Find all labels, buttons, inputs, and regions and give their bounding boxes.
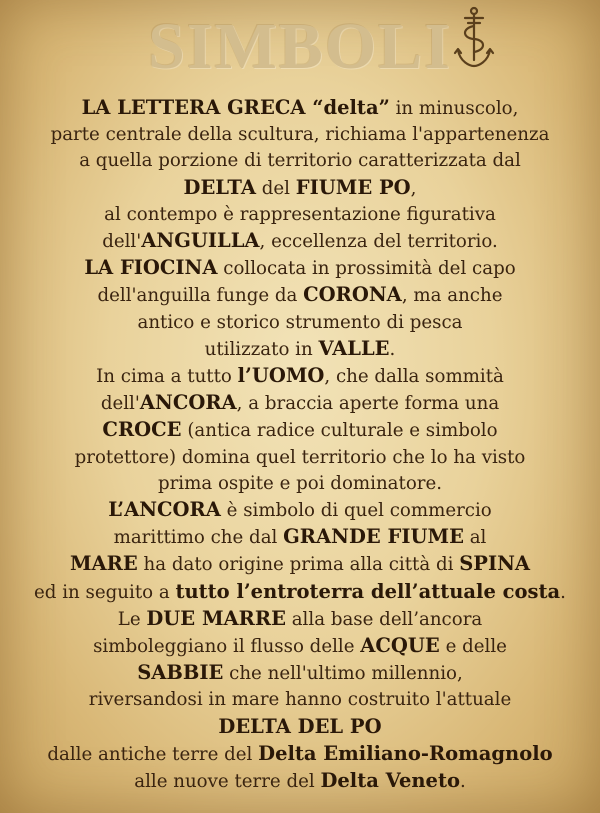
text-line xyxy=(0,633,600,660)
text-segment: a quella porzione di territorio caratterizzata dal xyxy=(79,150,521,172)
text-segment: alle nuove terre del xyxy=(134,771,321,793)
text-line xyxy=(0,551,600,578)
text-segment: ed in seguito a xyxy=(34,581,176,603)
anchor-cross-icon xyxy=(450,6,498,72)
text-segment: dell' xyxy=(100,393,140,415)
text-line xyxy=(0,336,600,363)
text-segment: marittimo che dal xyxy=(113,527,284,549)
text-segment: è simbolo di quel commercio xyxy=(220,500,492,522)
highlighted-term: ACQUE xyxy=(360,634,440,658)
highlighted-term: ANCORA xyxy=(139,391,237,415)
text-line xyxy=(0,660,600,687)
text-line xyxy=(0,390,600,417)
text-line xyxy=(0,524,600,551)
text-line xyxy=(0,606,600,633)
highlighted-term: SPINA xyxy=(459,552,531,576)
text-line xyxy=(0,310,600,336)
text-segment: in minuscolo, xyxy=(389,98,519,119)
text-line xyxy=(0,471,600,497)
highlighted-term: CROCE xyxy=(102,418,182,442)
highlighted-term: MARE xyxy=(69,552,138,576)
text-line xyxy=(0,363,600,390)
highlighted-term: DUE MARRE xyxy=(146,606,286,630)
highlighted-term: LA FIOCINA xyxy=(84,256,218,280)
text-line xyxy=(0,497,600,524)
text-segment: , che dalla sommità xyxy=(324,366,504,388)
highlighted-term: Delta Emiliano-Romagnolo xyxy=(258,741,553,765)
highlighted-term: VALLE xyxy=(318,336,390,360)
text-line xyxy=(0,768,600,795)
text-segment: dalle antiche terre del xyxy=(47,743,259,765)
text-segment: , ma anche xyxy=(401,285,503,307)
highlighted-term: Delta Veneto xyxy=(320,769,460,793)
text-segment: del xyxy=(256,177,296,199)
text-line xyxy=(0,202,600,228)
text-line xyxy=(0,417,600,444)
text-line xyxy=(0,282,600,309)
highlighted-term: ANGUILLA xyxy=(141,229,260,253)
text-segment: protettore) domina quel territorio che lo ha visto xyxy=(74,446,526,468)
text-segment: In cima a tutto xyxy=(96,366,238,388)
text-segment: dell' xyxy=(102,231,142,253)
text-segment: Le xyxy=(117,608,147,630)
text-segment: parte centrale della scultura, richiama l'appartenenza xyxy=(50,124,550,146)
text-segment: , a braccia aperte forma una xyxy=(236,393,500,415)
highlighted-term: LA LETTERA GRECA “delta” xyxy=(81,96,390,119)
text-segment: al xyxy=(463,527,487,549)
text-line xyxy=(0,122,600,148)
text-line xyxy=(0,228,600,255)
text-segment: al contempo è rappresentazione figurativa xyxy=(104,203,496,225)
text-line xyxy=(0,714,600,741)
highlighted-term: FIUME PO xyxy=(295,175,411,199)
text-segment: dell'anguilla funge da xyxy=(97,285,304,307)
text-line xyxy=(0,148,600,174)
text-segment: che nell'ultimo millennio, xyxy=(223,663,463,685)
text-segment: . xyxy=(459,771,466,793)
text-segment: prima ospite e poi dominatore. xyxy=(157,472,443,494)
highlighted-term: DELTA xyxy=(183,175,256,199)
text-segment: collocata in prossimità del capo xyxy=(217,258,516,280)
text-segment: , eccellenza del territorio. xyxy=(259,231,498,253)
highlighted-term: CORONA xyxy=(303,283,402,307)
text-segment: e delle xyxy=(439,636,507,658)
text-line xyxy=(0,175,600,202)
highlighted-term: l’UOMO xyxy=(237,364,325,388)
highlighted-term: DELTA DEL PO xyxy=(218,714,382,738)
text-line xyxy=(0,255,600,282)
text-line xyxy=(0,95,600,122)
text-line xyxy=(0,687,600,713)
text-segment: utilizzato in xyxy=(204,338,319,360)
text-line xyxy=(0,741,600,768)
text-segment: , xyxy=(410,177,417,199)
text-segment: (antica radice culturale e simbolo xyxy=(181,420,498,442)
text-line xyxy=(0,579,600,606)
text-segment: ha dato origine prima alla città di xyxy=(137,554,460,576)
highlighted-term: SABBIE xyxy=(137,661,224,685)
highlighted-term: GRANDE FIUME xyxy=(283,525,464,549)
page-title: SIMBOLI xyxy=(148,10,452,83)
text-segment: riversandosi in mare hanno costruito l'attuale xyxy=(88,689,512,711)
text-segment: antico e storico strumento di pesca xyxy=(137,311,463,333)
text-segment: . xyxy=(560,581,566,603)
highlighted-term: tutto l’entroterra dell’attuale costa xyxy=(175,579,561,603)
symbols-text-block xyxy=(0,95,600,795)
text-segment: . xyxy=(389,338,396,360)
text-segment: alla base dell’ancora xyxy=(285,608,483,630)
text-line xyxy=(0,445,600,471)
text-segment: simboleggiano il flusso delle xyxy=(93,636,361,658)
highlighted-term: L’ANCORA xyxy=(108,498,221,522)
